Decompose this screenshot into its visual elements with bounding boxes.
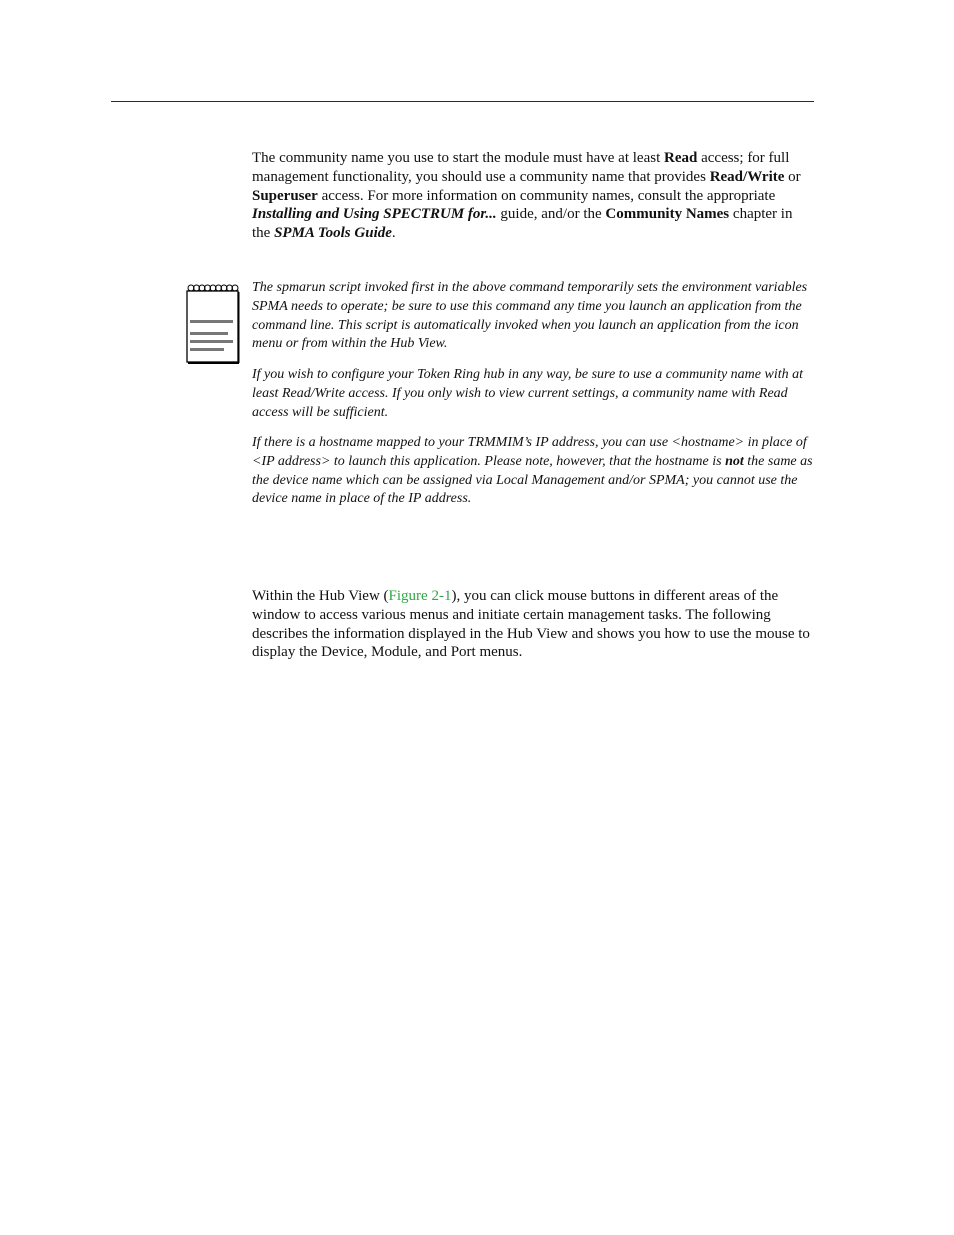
text-run: or	[784, 168, 801, 185]
text-run: access; for full management functionality, you should use a community name that provides	[252, 150, 790, 185]
community-name-paragraph	[252, 149, 814, 243]
text-run: chapter in the	[252, 206, 793, 242]
emphasis-not: not	[725, 453, 744, 469]
read-write-term: Read/Write	[709, 168, 785, 185]
figure-2-1-link[interactable]: Figure 2-1	[388, 588, 452, 604]
superuser-term: Superuser	[252, 187, 318, 204]
text-run: .	[391, 225, 396, 242]
text-run: ), you can click mouse buttons in different areas of the window to access various menus and initiate certain management tasks. The following describes the information displayed in the Hub View and shows you how to use the mouse to display the Device, Module, and Port menus.	[252, 588, 810, 661]
text-run: guide, and/or the	[496, 206, 606, 223]
note-hostname	[252, 434, 814, 509]
header-rule	[111, 101, 814, 102]
text-run: access. For more information on community names, consult the appropriate	[317, 187, 776, 204]
spma-tools-guide-title: SPMA Tools Guide	[274, 225, 392, 242]
note-community-access: If you wish to configure your Token Ring hub in any way, be sure to use a community name with at least Read/Write access. If you only wish to view current settings, a community name with Read access will be sufficient.	[252, 367, 803, 420]
community-names-term: Community Names	[605, 206, 730, 223]
read-term: Read	[664, 150, 698, 166]
notepad-icon	[184, 281, 242, 367]
note-spmarun: The spmarun script invoked first in the above command temporarily sets the environment variables SPMA needs to operate; be sure to use this command any time you launch an application from the command line. This script is automatically invoked when you launch an application from the icon menu or from within the Hub View.	[252, 280, 808, 352]
installing-guide-title: Installing and Using SPECTRUM for...	[252, 206, 497, 223]
text-run: Within the Hub View (	[252, 588, 389, 604]
text-run: If there is a hostname mapped to your TRMMIM’s IP address, you can use <hostname> in place of <IP address> to launch this application. Please note, however, that the hostname is	[252, 435, 807, 469]
text-run: The community name you use to start the module must have at least	[252, 150, 664, 166]
text-run: the same as the device name which can be assigned via Local Management and/or SPMA; you cannot use the device name in place of the IP address.	[252, 453, 813, 507]
hub-view-paragraph	[252, 587, 814, 662]
